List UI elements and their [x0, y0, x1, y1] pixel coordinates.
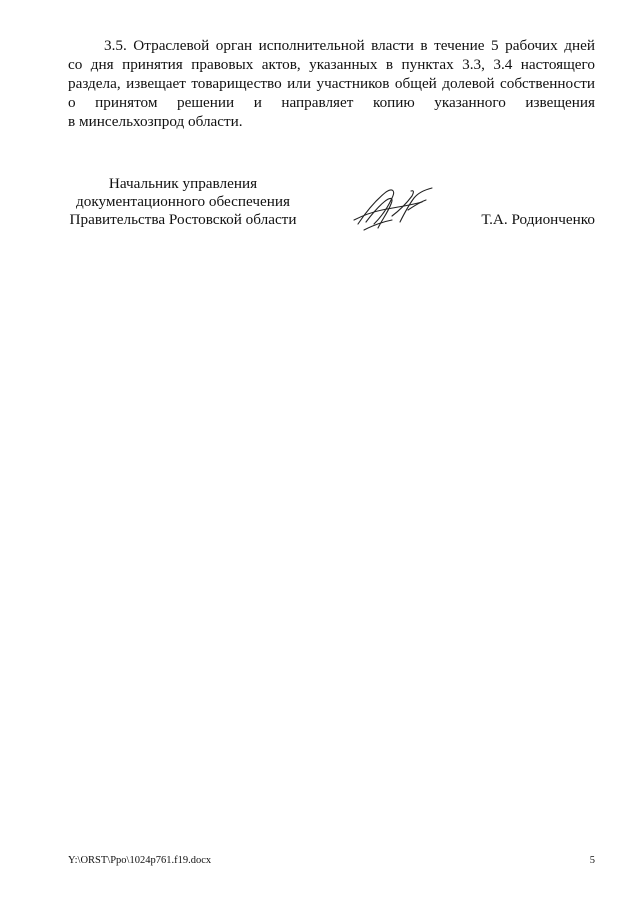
- footer-file-path: Y:\ORST\Ppo\1024p761.f19.docx: [68, 855, 212, 866]
- paragraph-line-1: 3.5. Отраслевой орган исполнительной власти в течение 5 рабочих дней: [104, 37, 595, 54]
- paragraph-line-4: о принятом решении и направляет копию указанного извещения: [68, 94, 595, 111]
- signatory-title-line-1: Начальник управления: [108, 175, 258, 192]
- signatory-title-line-3: Правительства Ростовской области: [69, 211, 297, 228]
- signatory-name: Т.А. Родионченко: [481, 211, 595, 228]
- paragraph-line-2: со дня принятия правовых актов, указанных в пунктах 3.3, 3.4 настоящего: [68, 56, 595, 73]
- page-number: 5: [589, 855, 595, 866]
- paragraph-line-5: в минсельхозпрод области.: [68, 113, 243, 130]
- handwritten-signature-icon: [348, 182, 444, 236]
- signatory-title: [68, 175, 298, 229]
- signatory-title-line-2: документационного обеспечения: [76, 193, 290, 210]
- paragraph-line-3: раздела, извещает товарищество или участников общей долевой собственности: [68, 75, 595, 92]
